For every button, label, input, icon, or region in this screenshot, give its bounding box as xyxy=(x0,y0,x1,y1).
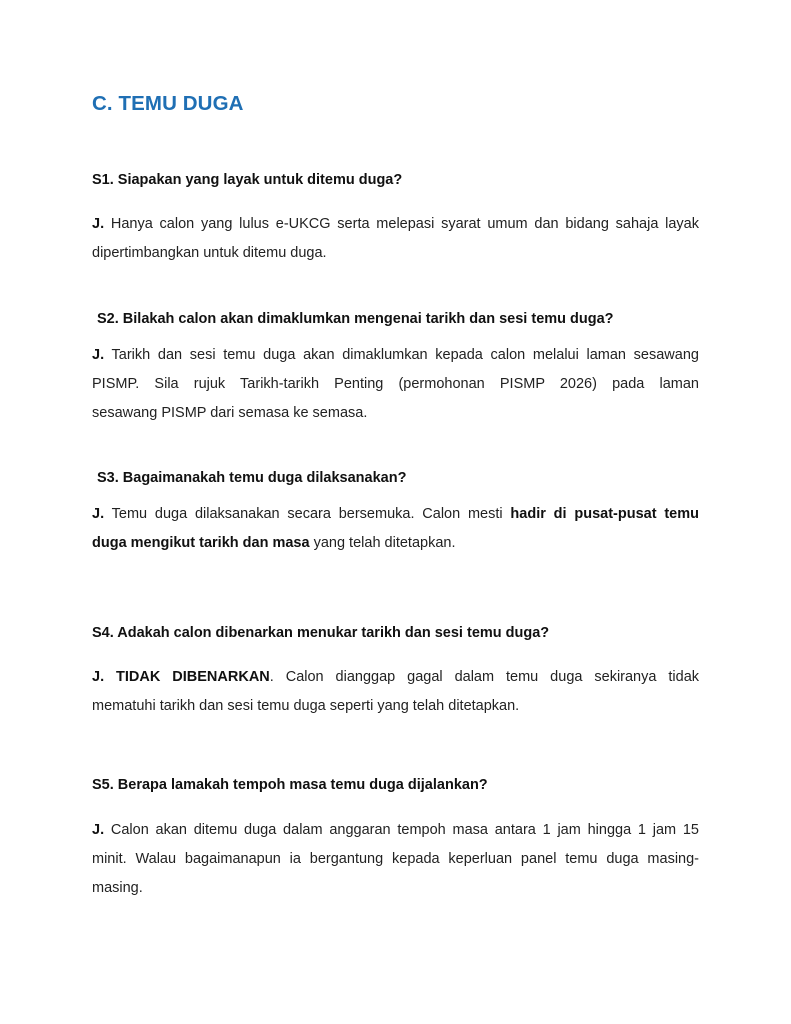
answer-s3 xyxy=(92,500,699,558)
answer-s2-line-2: PISMP. Sila rujuk Tarikh-tarikh Penting (permohonan PISMP 2026) pada laman xyxy=(92,376,699,392)
answer-prefix: J. xyxy=(92,822,105,838)
answer-s1 xyxy=(92,210,699,268)
answer-s5-line-1: J. Calon akan ditemu duga dalam anggaran tempoh masa antara 1 jam hingga 1 jam 15 xyxy=(92,822,699,838)
answer-s3-line-1: J. Temu duga dilaksanakan secara bersemuka. Calon mesti hadir di pusat-pusat temu xyxy=(92,506,699,522)
answer-s5-line-2: minit. Walau bagaimanapun ia bergantung kepada keperluan panel temu duga masing- xyxy=(92,851,699,867)
question-s5: S5. Berapa lamakah tempoh masa temu duga dijalankan? xyxy=(92,777,488,793)
answer-s5-line-3: masing. xyxy=(92,880,143,896)
answer-s3-emphasis-1: hadir di pusat-pusat temu xyxy=(510,506,699,522)
question-s4: S4. Adakah calon dibenarkan menukar tarikh dan sesi temu duga? xyxy=(92,625,550,641)
answer-prefix: J. xyxy=(92,669,105,685)
question-s3: S3. Bagaimanakah temu duga dilaksanakan? xyxy=(97,470,407,486)
answer-s1-line-2: dipertimbangkan untuk ditemu duga. xyxy=(92,245,327,261)
answer-s4-line-2: mematuhi tarikh dan sesi temu duga seperti yang telah ditetapkan. xyxy=(92,698,520,714)
answer-s2-line-1: J. Tarikh dan sesi temu duga akan dimaklumkan kepada calon melalui laman sesawang xyxy=(92,347,699,363)
question-s2: S2. Bilakah calon akan dimaklumkan mengenai tarikh dan sesi temu duga? xyxy=(97,311,614,327)
answer-s2-line-3: sesawang PISMP dari semasa ke semasa. xyxy=(92,405,368,421)
answer-prefix: J. xyxy=(92,216,105,232)
answer-s1-line-1: J. Hanya calon yang lulus e-UKCG serta melepasi syarat umum dan bidang sahaja layak xyxy=(92,216,699,232)
answer-prefix: J. xyxy=(92,347,105,363)
answer-s3-emphasis-2: duga mengikut tarikh dan masa xyxy=(92,535,310,551)
question-s1: S1. Siapakan yang layak untuk ditemu duga? xyxy=(92,172,403,188)
answer-s4-emphasis: TIDAK DIBENARKAN xyxy=(116,669,270,685)
answer-s4 xyxy=(92,663,699,721)
section-title: C. TEMU DUGA xyxy=(92,92,244,115)
answer-s3-line-2: duga mengikut tarikh dan masa yang telah ditetapkan. xyxy=(92,535,456,551)
answer-s5 xyxy=(92,816,699,903)
answer-prefix: J. xyxy=(92,506,105,522)
answer-s2 xyxy=(92,341,699,428)
answer-s4-line-1: J. TIDAK DIBENARKAN. Calon dianggap gagal dalam temu duga sekiranya tidak xyxy=(92,669,700,685)
